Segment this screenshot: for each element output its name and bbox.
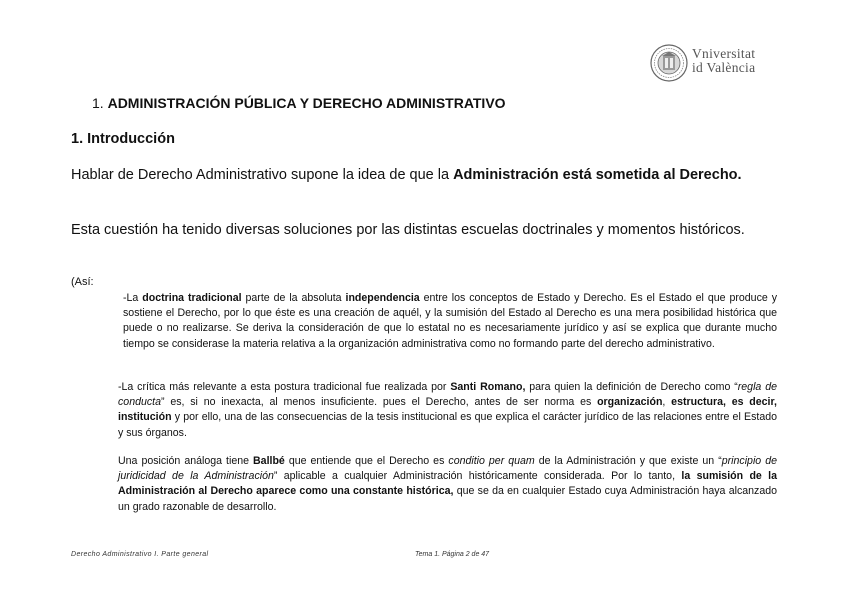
paragraph-ballbe — [118, 454, 777, 515]
italic-span: conditio per quam — [448, 455, 535, 467]
text-span: -La — [123, 292, 143, 304]
paragraph-2 — [71, 221, 777, 240]
text-span: entre los conceptos de Estado y Derecho. Es el Estado el que produce y sostiene el Derecho, por lo que éste es una creación de aquél, y la sumisión del Estado al Derecho es una mera posibilidad histórica que puede o no realizarse. Se deriva la consideración de que lo estatal no es necesariamente jurídico y así se explica que durante mucho tiempo se considerase la materia relativa a la organización administrativa como no formando parte del derecho administrativo. — [123, 292, 777, 350]
bold-span: Santi Romano, — [450, 381, 526, 393]
logo-line-1: Vniversitat — [692, 46, 756, 61]
section-title: 1. Introducción — [71, 131, 175, 147]
italic-span: principio de juridicidad de la Administración — [118, 455, 777, 483]
paragraph-doctrina-tradicional — [123, 291, 777, 352]
chapter-heading — [92, 95, 506, 111]
text-span: , — [662, 396, 672, 409]
bold-span: la sumisión de la Administración al Derecho aparece como una constante histórica, — [118, 470, 778, 498]
italic-span: regla de conducta — [118, 381, 777, 409]
chapter-title: ADMINISTRACIÓN PÚBLICA Y DERECHO ADMINISTRATIVO — [107, 95, 506, 111]
asi-label: (Así: — [71, 276, 94, 288]
bold-span: estructura, es decir, institución — [118, 396, 777, 424]
text-span: -La crítica más relevante a esta postura tradicional fue realizada por — [118, 381, 451, 393]
text-span: ” es, si no inexacta, al menos insuficiente. pues el Derecho, antes de ser norma es — [161, 396, 598, 409]
university-seal-icon — [650, 44, 688, 82]
text-span: de la Administración y que existe un “ — [534, 455, 722, 467]
footer-page-number: Tema 1. Página 2 de 47 — [415, 551, 490, 558]
bold-span: doctrina tradicional — [142, 292, 242, 304]
footer-course-title: Derecho Administrativo I. Parte general — [71, 551, 209, 558]
text-span: Una posición análoga tiene — [118, 455, 254, 467]
text-span: que se da en cualquier Estado cuya Administración haya alcanzado un grado razonable de desarrollo. — [118, 485, 778, 513]
paragraph-1-bold: Administración está sometida al Derecho. — [453, 167, 742, 183]
text-span: que entiende que el Derecho es — [284, 455, 449, 467]
university-name — [692, 47, 755, 75]
logo-line-2: id València — [692, 60, 756, 75]
paragraph-santi-romano — [118, 380, 777, 441]
text-span: parte de la absoluta — [241, 292, 346, 304]
text-span: ” aplicable a cualquier Administración históricamente considerada. Por lo tanto, — [273, 470, 682, 483]
bold-span: organización — [597, 396, 663, 409]
chapter-number: 1. — [92, 95, 104, 111]
university-logo — [650, 44, 770, 86]
text-span: para quien la definición de Derecho como “ — [525, 381, 738, 393]
bold-span: Ballbé — [253, 455, 285, 467]
text-span: y por ello, una de las consecuencias de la tesis institucional es que explica el carácter jurídico de las relaciones entre el Estado y sus órganos. — [118, 411, 777, 439]
bold-span: independencia — [345, 292, 420, 304]
paragraph-1 — [71, 166, 777, 185]
paragraph-2-text: Esta cuestión ha tenido diversas soluciones por las distintas escuelas doctrinales y momentos históricos. — [71, 222, 745, 238]
paragraph-1-text: Hablar de Derecho Administrativo supone la idea de que la — [71, 167, 454, 183]
